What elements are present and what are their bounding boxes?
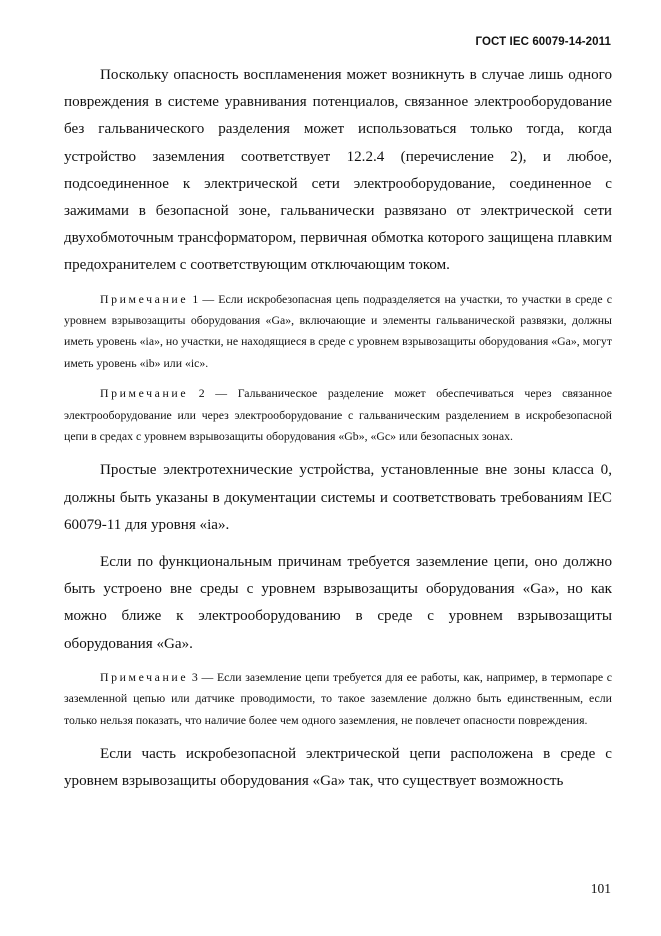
note-1	[64, 289, 612, 375]
note-2-number: 2	[198, 386, 205, 401]
page-body	[64, 62, 612, 796]
body-paragraph-3: Если по функциональным причинам требуется заземление цепи, оно должно быть устроено вне среды с уровнем взрывозащиты оборудования «Ga», но как можно ближе к электрооборудованию в среде с уровнем взрывозащиты оборудования «Ga».	[64, 554, 612, 652]
note-3-number: 3	[191, 669, 198, 684]
document-code-header: ГОСТ IEC 60079-14-2011	[475, 36, 611, 48]
note-3	[64, 667, 612, 731]
note-3-dash: —	[201, 669, 214, 684]
note-3-label: Примечание	[100, 669, 189, 684]
note-1-number: 1	[192, 291, 199, 306]
note-2-dash: —	[215, 386, 228, 401]
page-number: 101	[590, 881, 611, 896]
note-2-label: Примечание	[100, 386, 189, 401]
note-1-label: Примечание	[100, 291, 189, 306]
body-paragraph-2: Простые электротехнические устройства, установленные вне зоны класса 0, должны быть указаны в документации системы и соответствовать требованиям IEC 60079-11 для уровня «ia».	[64, 462, 612, 533]
note-1-text: Если искробезопасная цепь подразделяется на участки, то участки в среде с уровнем взрывозащиты оборудования «Ga», включающие и элементы гальванической развязки, должны иметь уровень «ia», но участки, не находящиеся в среде с уровнем взрывозащиты оборудования «Ga», могут иметь уровень «ib» или «ic».	[64, 291, 612, 370]
note-2	[64, 383, 612, 447]
note-3-text: Если заземление цепи требуется для ее работы, как, например, в термопаре с заземленной цепью или датчике проводимости, то такое заземление должно быть единственным, если только нельзя показать, что наличие более чем одного заземления, не повлечет опасности повреждения.	[64, 669, 613, 727]
note-2-text: Гальваническое разделение может обеспечиваться через связанное электрооборудование или через электрооборудование с гальваническим разделением в искробезопасной цепи в средах с уровнем взрывозащиты оборудования «Gb», «Gc» или безопасных зонах.	[64, 386, 613, 444]
note-1-dash: —	[202, 291, 215, 306]
body-paragraph-1: Поскольку опасность воспламенения может возникнуть в случае лишь одного повреждения в системе уравнивания потенциалов, связанное электрооборудование без гальванического разделения может использоваться только тогда, когда устройство заземления соответствует 12.2.4 (перечисление 2), и любое, подсоединенное к электрической сети электрооборудование, соединенное с зажимами в безопасной зоне, гальванически развязано от электрической сети двухобмоточным трансформатором, первичная обмотка которого защищена плавким предохранителем с соответствующим отключающим током.	[64, 67, 612, 274]
body-paragraph-4: Если часть искробезопасной электрической цепи расположена в среде с уровнем взрывозащиты оборудования «Ga» так, что существует возможность	[64, 746, 612, 790]
